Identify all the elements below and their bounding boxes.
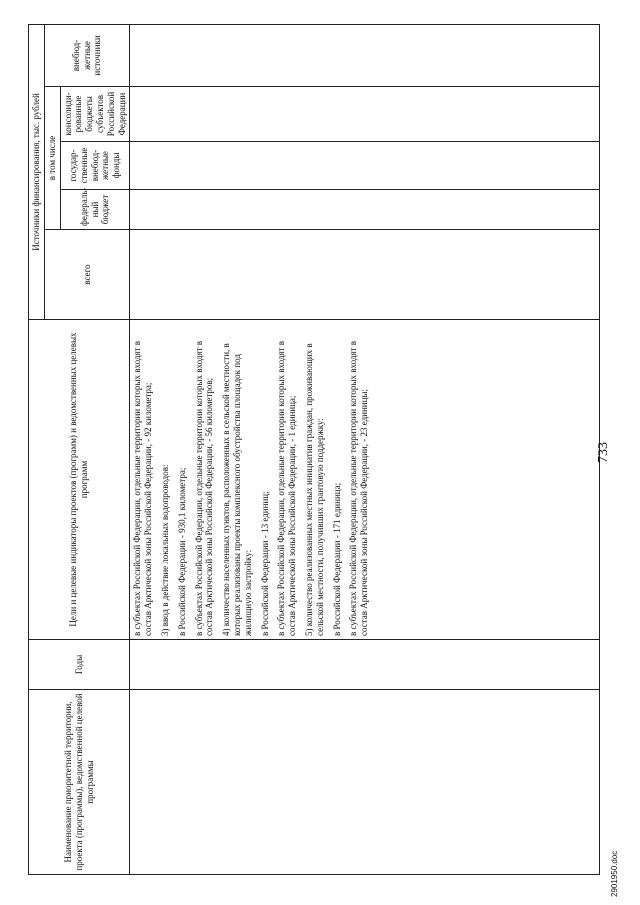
- header-total: всего: [44, 230, 130, 320]
- goal-line: в субъектах Российской Федерации, отдельные территории которых входят в состав Арктической зоны Российской Федерации, - 23 единицы;: [348, 340, 370, 636]
- cell-total: [130, 230, 600, 320]
- footer-file-code: 2901950.doc: [610, 850, 619, 897]
- header-consolidated: консолиди-рованные бюджеты субъектов Российской Федерации: [60, 87, 130, 142]
- goal-line: в Российской Федерации - 13 единиц;: [259, 491, 270, 636]
- cell-goals: [130, 320, 600, 640]
- goal-line: в субъектах Российской Федерации, отдельные территории которых входят в состав Арктической зоны Российской Федерации, - 56 километров;: [193, 340, 215, 636]
- goal-line: в субъектах Российской Федерации, отдельные территории которых входят в состав Арктической зоны Российской Федерации, - 1 единица;: [276, 340, 298, 636]
- header-federal: федераль-ный бюджет: [60, 190, 130, 230]
- header-funding: Источники финансирования, тыс. рублей: [29, 24, 45, 319]
- header-goals: Цели и целевые индикаторы проектов (программ) и ведомственных целевых программ: [29, 320, 130, 640]
- goal-line: 5) количество реализованных местных инициатив граждан, проживающих в сельской местности, получивших грантовую поддержку:: [303, 343, 325, 636]
- cell-state-funds: [130, 142, 600, 190]
- cell-federal: [130, 190, 600, 230]
- goal-line: в субъектах Российской Федерации, отдельные территории которых входят в состав Арктической зоны Российской Федерации, - 92 километра;: [132, 340, 154, 636]
- header-name: Наименование приоритетной территории, проекта (программы), ведомственной целевой программы: [29, 690, 130, 875]
- cell-consolidated: [130, 87, 600, 142]
- cell-offbudget: [130, 24, 600, 86]
- goal-line: в Российской Федерации - 171 единица;: [331, 482, 342, 636]
- funding-table: [28, 24, 600, 875]
- goal-line: 4) количество населенных пунктов, расположенных в сельской местности, в которых реализованы проекты комплексного обустройства площадок под жилищную застройку:: [221, 343, 253, 636]
- cell-years: [130, 640, 600, 690]
- page-number: 733: [596, 442, 611, 463]
- header-including: в том числе: [44, 87, 60, 230]
- header-offbudget: внебюд-жетные источники: [44, 24, 130, 86]
- header-state-funds: государ-ственные внебюд-жетные фонды: [60, 142, 130, 190]
- cell-name: [130, 690, 600, 875]
- goal-line: в Российской Федерации - 930,1 километра;: [176, 467, 187, 636]
- goal-line: 3) ввод в действие локальных водопроводов:: [159, 464, 170, 636]
- header-years: Годы: [29, 640, 130, 690]
